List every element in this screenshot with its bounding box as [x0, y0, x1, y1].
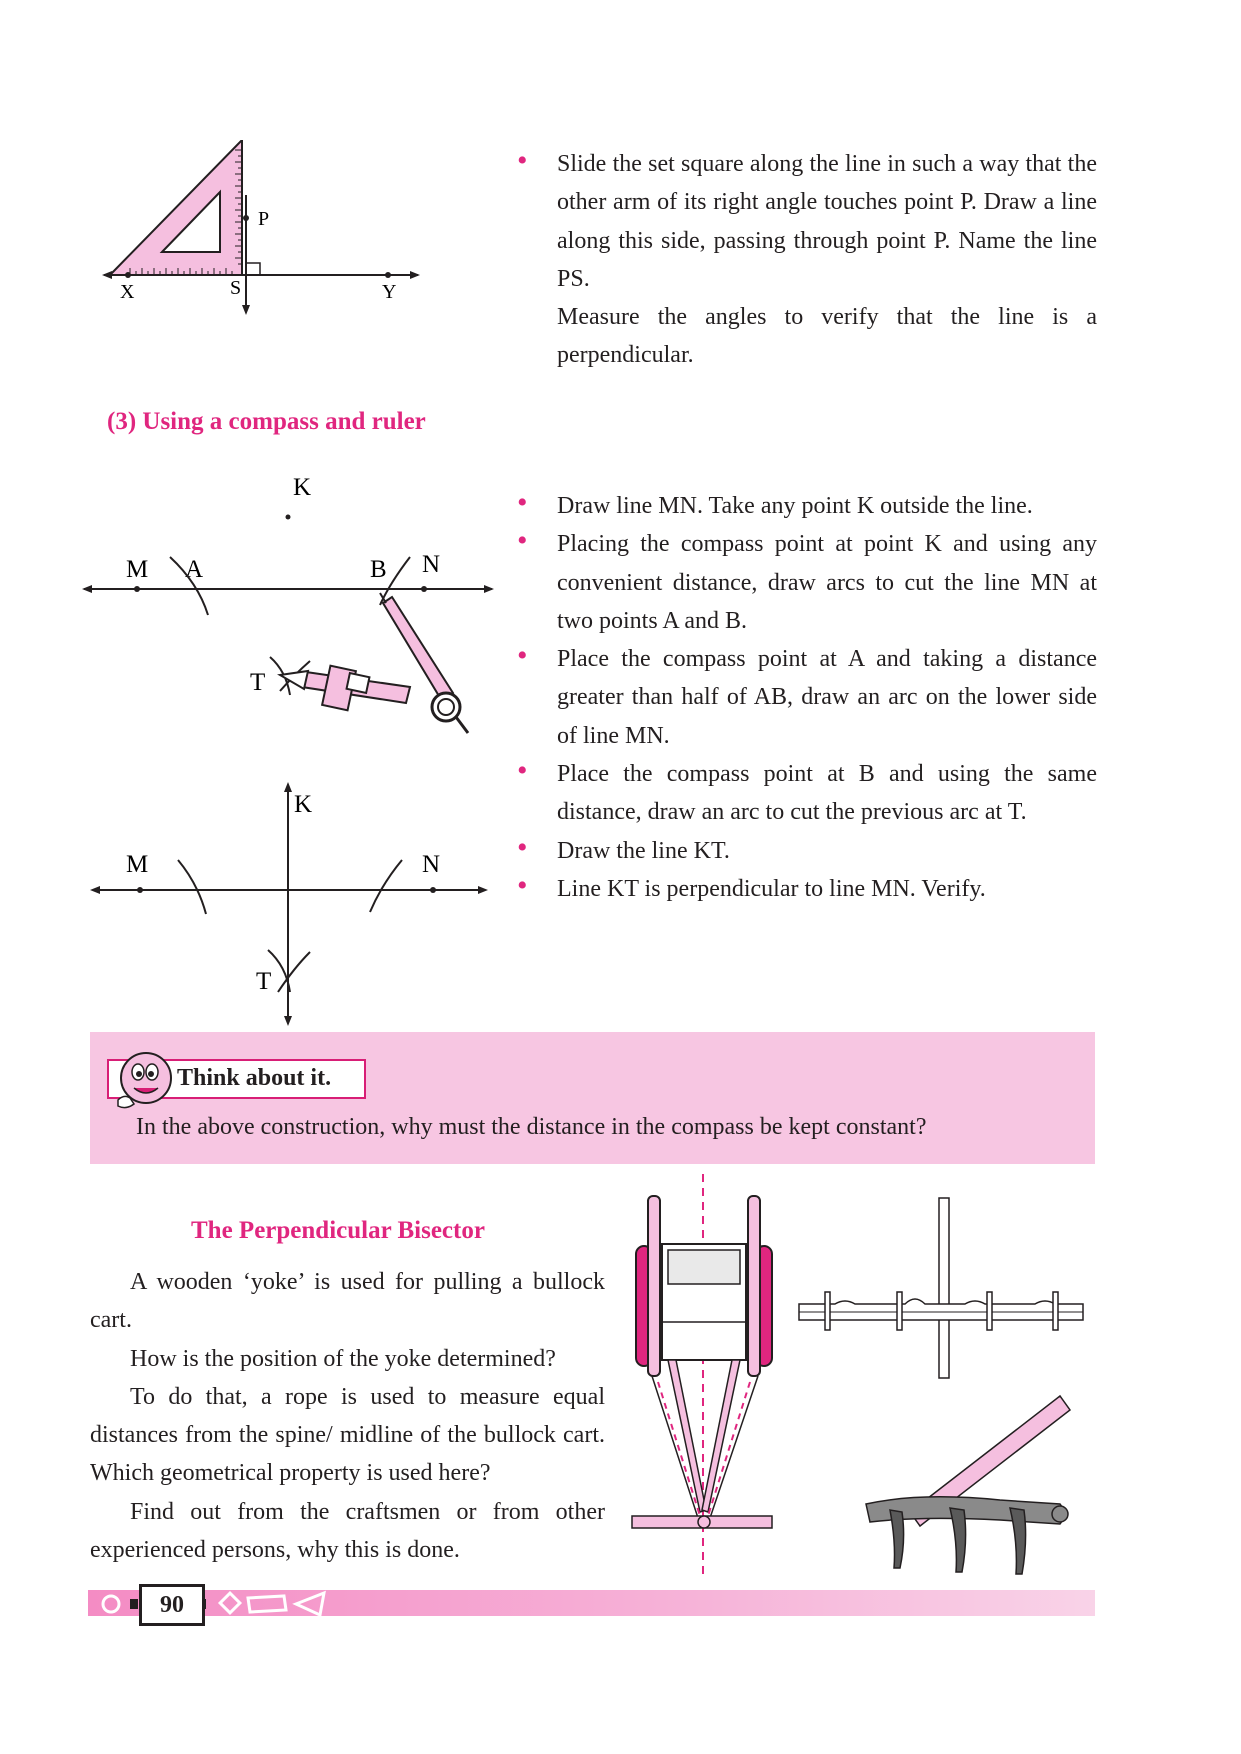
bullet-marker: •	[517, 639, 528, 673]
think-about-it-box	[90, 1032, 1095, 1164]
step-text: Placing the compass point at point K and using any convenient distance, draw arcs to cut the line MN at two points A and B.	[557, 531, 1097, 634]
point-t-label: T	[250, 669, 266, 696]
bullet-marker: •	[517, 830, 528, 864]
bullet-marker: •	[517, 524, 528, 558]
point-a-label: A	[185, 556, 204, 583]
section-heading: (3) Using a compass and ruler	[107, 408, 426, 435]
point-x-label: X	[120, 281, 135, 303]
smiley-icon	[114, 1050, 174, 1112]
bisector-heading: The Perpendicular Bisector	[191, 1217, 485, 1244]
instruction-slide: Slide the set square along the line in such a way that the other arm of its right angle touches point P. Draw a line along this side, passing through point P. Name the line PS.	[557, 151, 1097, 292]
construction-steps	[517, 486, 1097, 908]
point-m-label: M	[126, 556, 149, 583]
point-n-label: N	[422, 551, 441, 578]
step-text: Draw line MN. Take any point K outside the line.	[557, 493, 1033, 519]
step-text: Place the compass point at B and using the same distance, draw an arc to cut the previous arc at T.	[557, 761, 1097, 826]
think-label: Think about it.	[177, 1065, 332, 1091]
point-k-label: K	[294, 791, 313, 818]
bisector-text	[90, 1263, 605, 1569]
top-instructions	[517, 144, 1097, 375]
paragraph: Find out from the craftsmen or from other experienced persons, why this is done.	[90, 1498, 605, 1564]
bullet-marker: •	[517, 144, 528, 177]
triangle-icon	[296, 1593, 324, 1615]
bullock-cart-illustration	[628, 1172, 788, 1580]
point-m-label: M	[126, 851, 149, 878]
perpendicular-result-figure	[80, 780, 500, 1030]
circle-icon	[103, 1596, 119, 1612]
list-item	[517, 486, 1097, 525]
paragraph: How is the position of the yoke determined?	[130, 1345, 556, 1372]
paragraph: A wooden ‘yoke’ is used for pulling a bullock cart.	[90, 1269, 605, 1334]
think-question: In the above construction, why must the distance in the compass be kept constant?	[136, 1114, 927, 1140]
point-n-label: N	[422, 851, 441, 878]
page-number-box	[139, 1584, 205, 1626]
plough-illustration	[860, 1392, 1085, 1582]
diamond-icon	[220, 1593, 240, 1613]
bullet-marker: •	[517, 754, 528, 788]
compass-construction-figure	[80, 465, 500, 765]
point-t-label: T	[256, 968, 272, 995]
page-number: 90	[160, 1592, 184, 1618]
point-p-label: P	[258, 208, 270, 230]
parallelogram-icon	[248, 1596, 286, 1612]
step-text: Place the compass point at A and taking a distance greater than half of AB, draw an arc on the lower side of line MN.	[557, 646, 1097, 749]
list-item	[517, 524, 1097, 640]
footer-shapes	[96, 1589, 336, 1619]
bullet-marker: •	[517, 868, 528, 902]
list-item	[517, 830, 1097, 870]
bullet-marker: •	[517, 486, 528, 519]
list-item	[517, 868, 1097, 908]
paragraph: To do that, a rope is used to measure equal distances from the spine/ midline of the bullock cart. Which geometrical property is used here?	[90, 1383, 605, 1487]
yoke-diagram	[795, 1194, 1085, 1384]
point-k-label: K	[293, 474, 312, 501]
instruction-measure: Measure the angles to verify that the line is a perpendicular.	[557, 304, 1097, 369]
step-text: Line KT is perpendicular to line MN. Verify.	[557, 875, 986, 902]
step-text: Draw the line KT.	[557, 837, 730, 864]
list-item	[517, 754, 1097, 832]
point-s-label: S	[230, 277, 242, 299]
point-b-label: B	[370, 556, 387, 583]
list-item	[517, 639, 1097, 755]
set-square-figure	[100, 140, 430, 360]
point-y-label: Y	[382, 281, 397, 303]
